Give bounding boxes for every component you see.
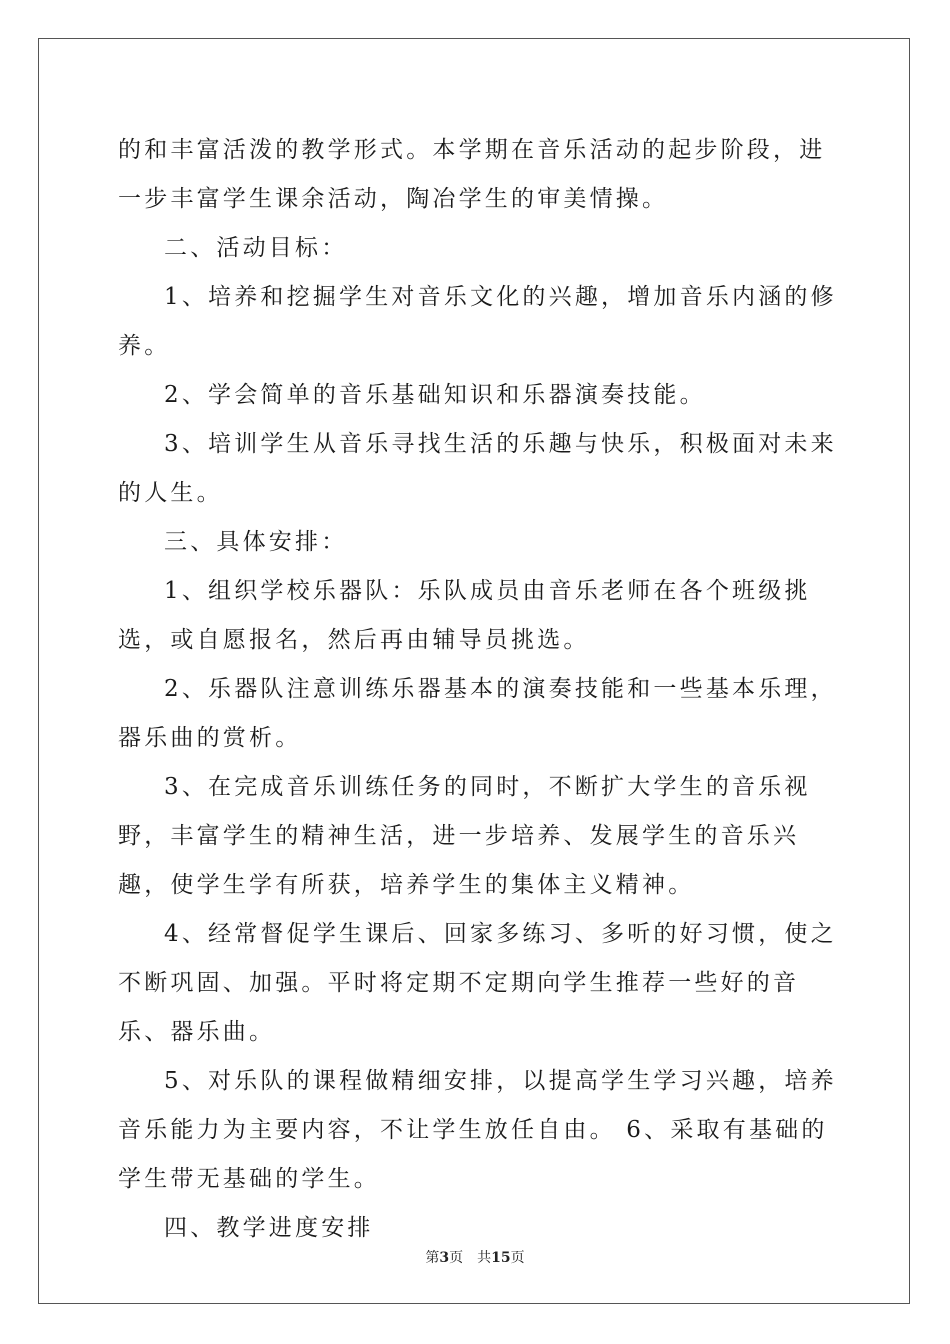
footer-page-number: 3 [439,1250,450,1266]
page-footer [0,1247,950,1267]
footer-total-pages: 15 [491,1250,511,1266]
paragraph-arrangement-5-6: 5、对乐队的课程做精细安排，以提高学生学习兴趣，培养音乐能力为主要内容，不让学生放任自由。 6、采取有基础的学生带无基础的学生。 [118,1068,837,1192]
footer-page-suffix: 页 [449,1250,464,1266]
paragraph-goal-2: 2、学会简单的音乐基础知识和乐器演奏技能。 [164,382,706,408]
paragraph-goal-3: 3、培训学生从音乐寻找生活的乐趣与快乐，积极面对未来的人生。 [118,431,837,506]
heading-activity-goals: 二、活动目标： [164,235,348,261]
paragraph-goal-1: 1、培养和挖掘学生对音乐文化的兴趣，增加音乐内涵的修养。 [118,284,837,359]
paragraph-arrangement-1: 1、组织学校乐器队：乐队成员由音乐老师在各个班级挑选，或自愿报名，然后再由辅导员挑选。 [118,578,811,653]
paragraph-intro-continued: 的和丰富活泼的教学形式。本学期在音乐活动的起步阶段，进一步丰富学生课余活动，陶冶学生的审美情操。 [118,137,826,212]
document-body [118,126,838,1253]
footer-total-prefix: 共 [477,1250,492,1266]
heading-arrangements: 三、具体安排： [164,529,348,555]
footer-page-prefix: 第 [425,1250,440,1266]
paragraph-arrangement-2: 2、乐器队注意训练乐器基本的演奏技能和一些基本乐理，器乐曲的赏析。 [118,676,837,751]
footer-total-suffix: 页 [510,1250,525,1266]
paragraph-arrangement-4: 4、经常督促学生课后、回家多练习、多听的好习惯，使之不断巩固、加强。平时将定期不定期向学生推荐一些好的音乐、器乐曲。 [118,921,837,1045]
paragraph-arrangement-3: 3、在完成音乐训练任务的同时，不断扩大学生的音乐视野，丰富学生的精神生活，进一步培养、发展学生的音乐兴趣，使学生学有所获，培养学生的集体主义精神。 [118,774,811,898]
heading-teaching-schedule: 四、教学进度安排 [164,1215,374,1241]
